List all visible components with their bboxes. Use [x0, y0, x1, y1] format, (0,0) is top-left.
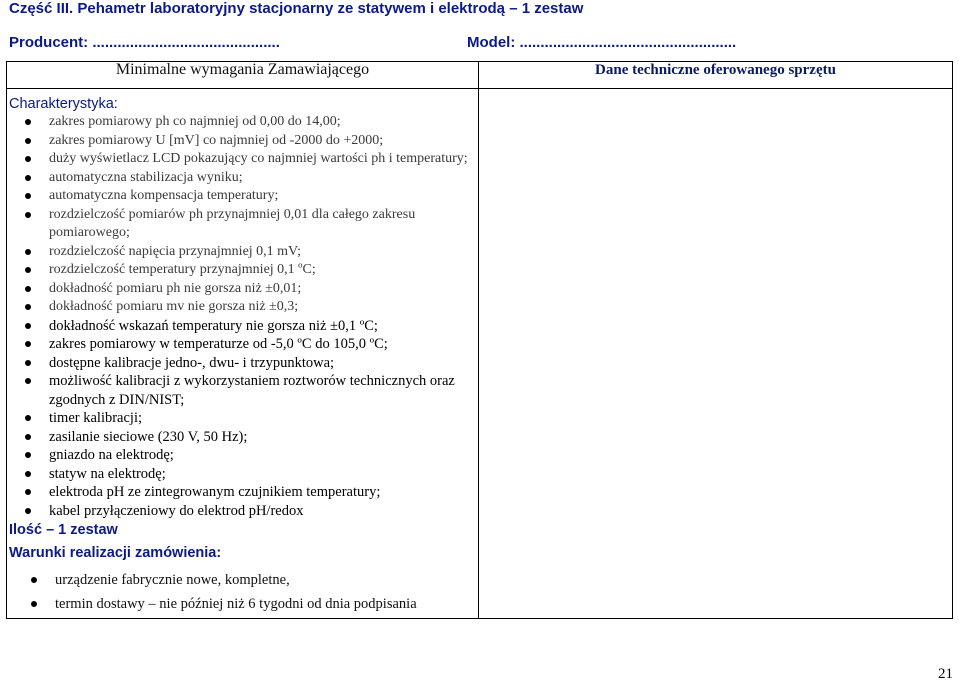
header-requirements: Minimalne wymagania Zamawiającego — [7, 62, 479, 89]
header-offered-specs: Dane techniczne oferowanego sprzętu — [479, 62, 953, 89]
list-item: kabel przyłączeniowy do elektrod pH/redox — [7, 502, 478, 521]
requirements-cell — [7, 89, 479, 619]
list-item: dokładność wskazań temperatury nie gorsza niż ±0,1 ºC; — [7, 317, 478, 336]
list-item: timer kalibracji; — [7, 409, 478, 428]
list-item: zasilanie sieciowe (230 V, 50 Hz); — [7, 428, 478, 447]
producer-field[interactable]: Producent: ............................................. — [9, 34, 280, 51]
list-item: zakres pomiarowy w temperaturze od -5,0 ºC do 105,0 ºC; — [7, 335, 478, 354]
list-item: automatyczna kompensacja temperatury; — [7, 187, 478, 206]
page-title: Część III. Pehametr laboratoryjny stacjonarny ze statywem i elektrodą – 1 zestaw — [9, 0, 584, 17]
quantity-label: Ilość – 1 zestaw — [9, 522, 118, 538]
list-item: możliwość kalibracji z wykorzystaniem roztworów technicznych oraz zgodnych z DIN/NIST; — [7, 372, 478, 409]
list-item: gniazdo na elektrodę; — [7, 446, 478, 465]
page-number: 21 — [938, 666, 953, 682]
list-item: statyw na elektrodę; — [7, 465, 478, 484]
list-item: termin dostawy – nie później niż 6 tygodni od dnia podpisania — [7, 592, 478, 616]
list-item: dostępne kalibracje jedno-, dwu- i trzypunktowa; — [7, 354, 478, 373]
list-item: zakres pomiarowy U [mV] co najmniej od -2000 do +2000; — [7, 132, 478, 151]
model-field[interactable]: Model: .................................................... — [467, 34, 737, 51]
list-item: rozdzielczość napięcia przynajmniej 0,1 mV; — [7, 243, 478, 262]
list-item: rozdzielczość pomiarów ph przynajmniej 0,01 dla całego zakresu pomiarowego; — [7, 206, 478, 243]
list-item: automatyczna stabilizacja wyniku; — [7, 169, 478, 188]
list-item: duży wyświetlacz LCD pokazujący co najmniej wartości ph i temperatury; — [7, 150, 478, 169]
characteristics-title: Charakterystyka: — [9, 96, 118, 112]
specification-table — [6, 61, 953, 619]
offered-specs-cell[interactable] — [479, 89, 953, 619]
list-item: elektroda pH ze zintegrowanym czujnikiem temperatury; — [7, 483, 478, 502]
list-item: dokładność pomiaru mv nie gorsza niż ±0,3; — [7, 298, 478, 317]
list-item: rozdzielczość temperatury przynajmniej 0,1 ºC; — [7, 261, 478, 280]
list-item: urządzenie fabrycznie nowe, kompletne, — [7, 568, 478, 592]
conditions-title: Warunki realizacji zamówienia: — [9, 545, 222, 561]
list-item: dokładność pomiaru ph nie gorsza niż ±0,01; — [7, 280, 478, 299]
conditions-list — [7, 568, 478, 616]
features-list — [7, 113, 478, 520]
table-body-row — [7, 89, 953, 619]
list-item: zakres pomiarowy ph co najmniej od 0,00 do 14,00; — [7, 113, 478, 132]
table-header-row — [7, 62, 953, 89]
